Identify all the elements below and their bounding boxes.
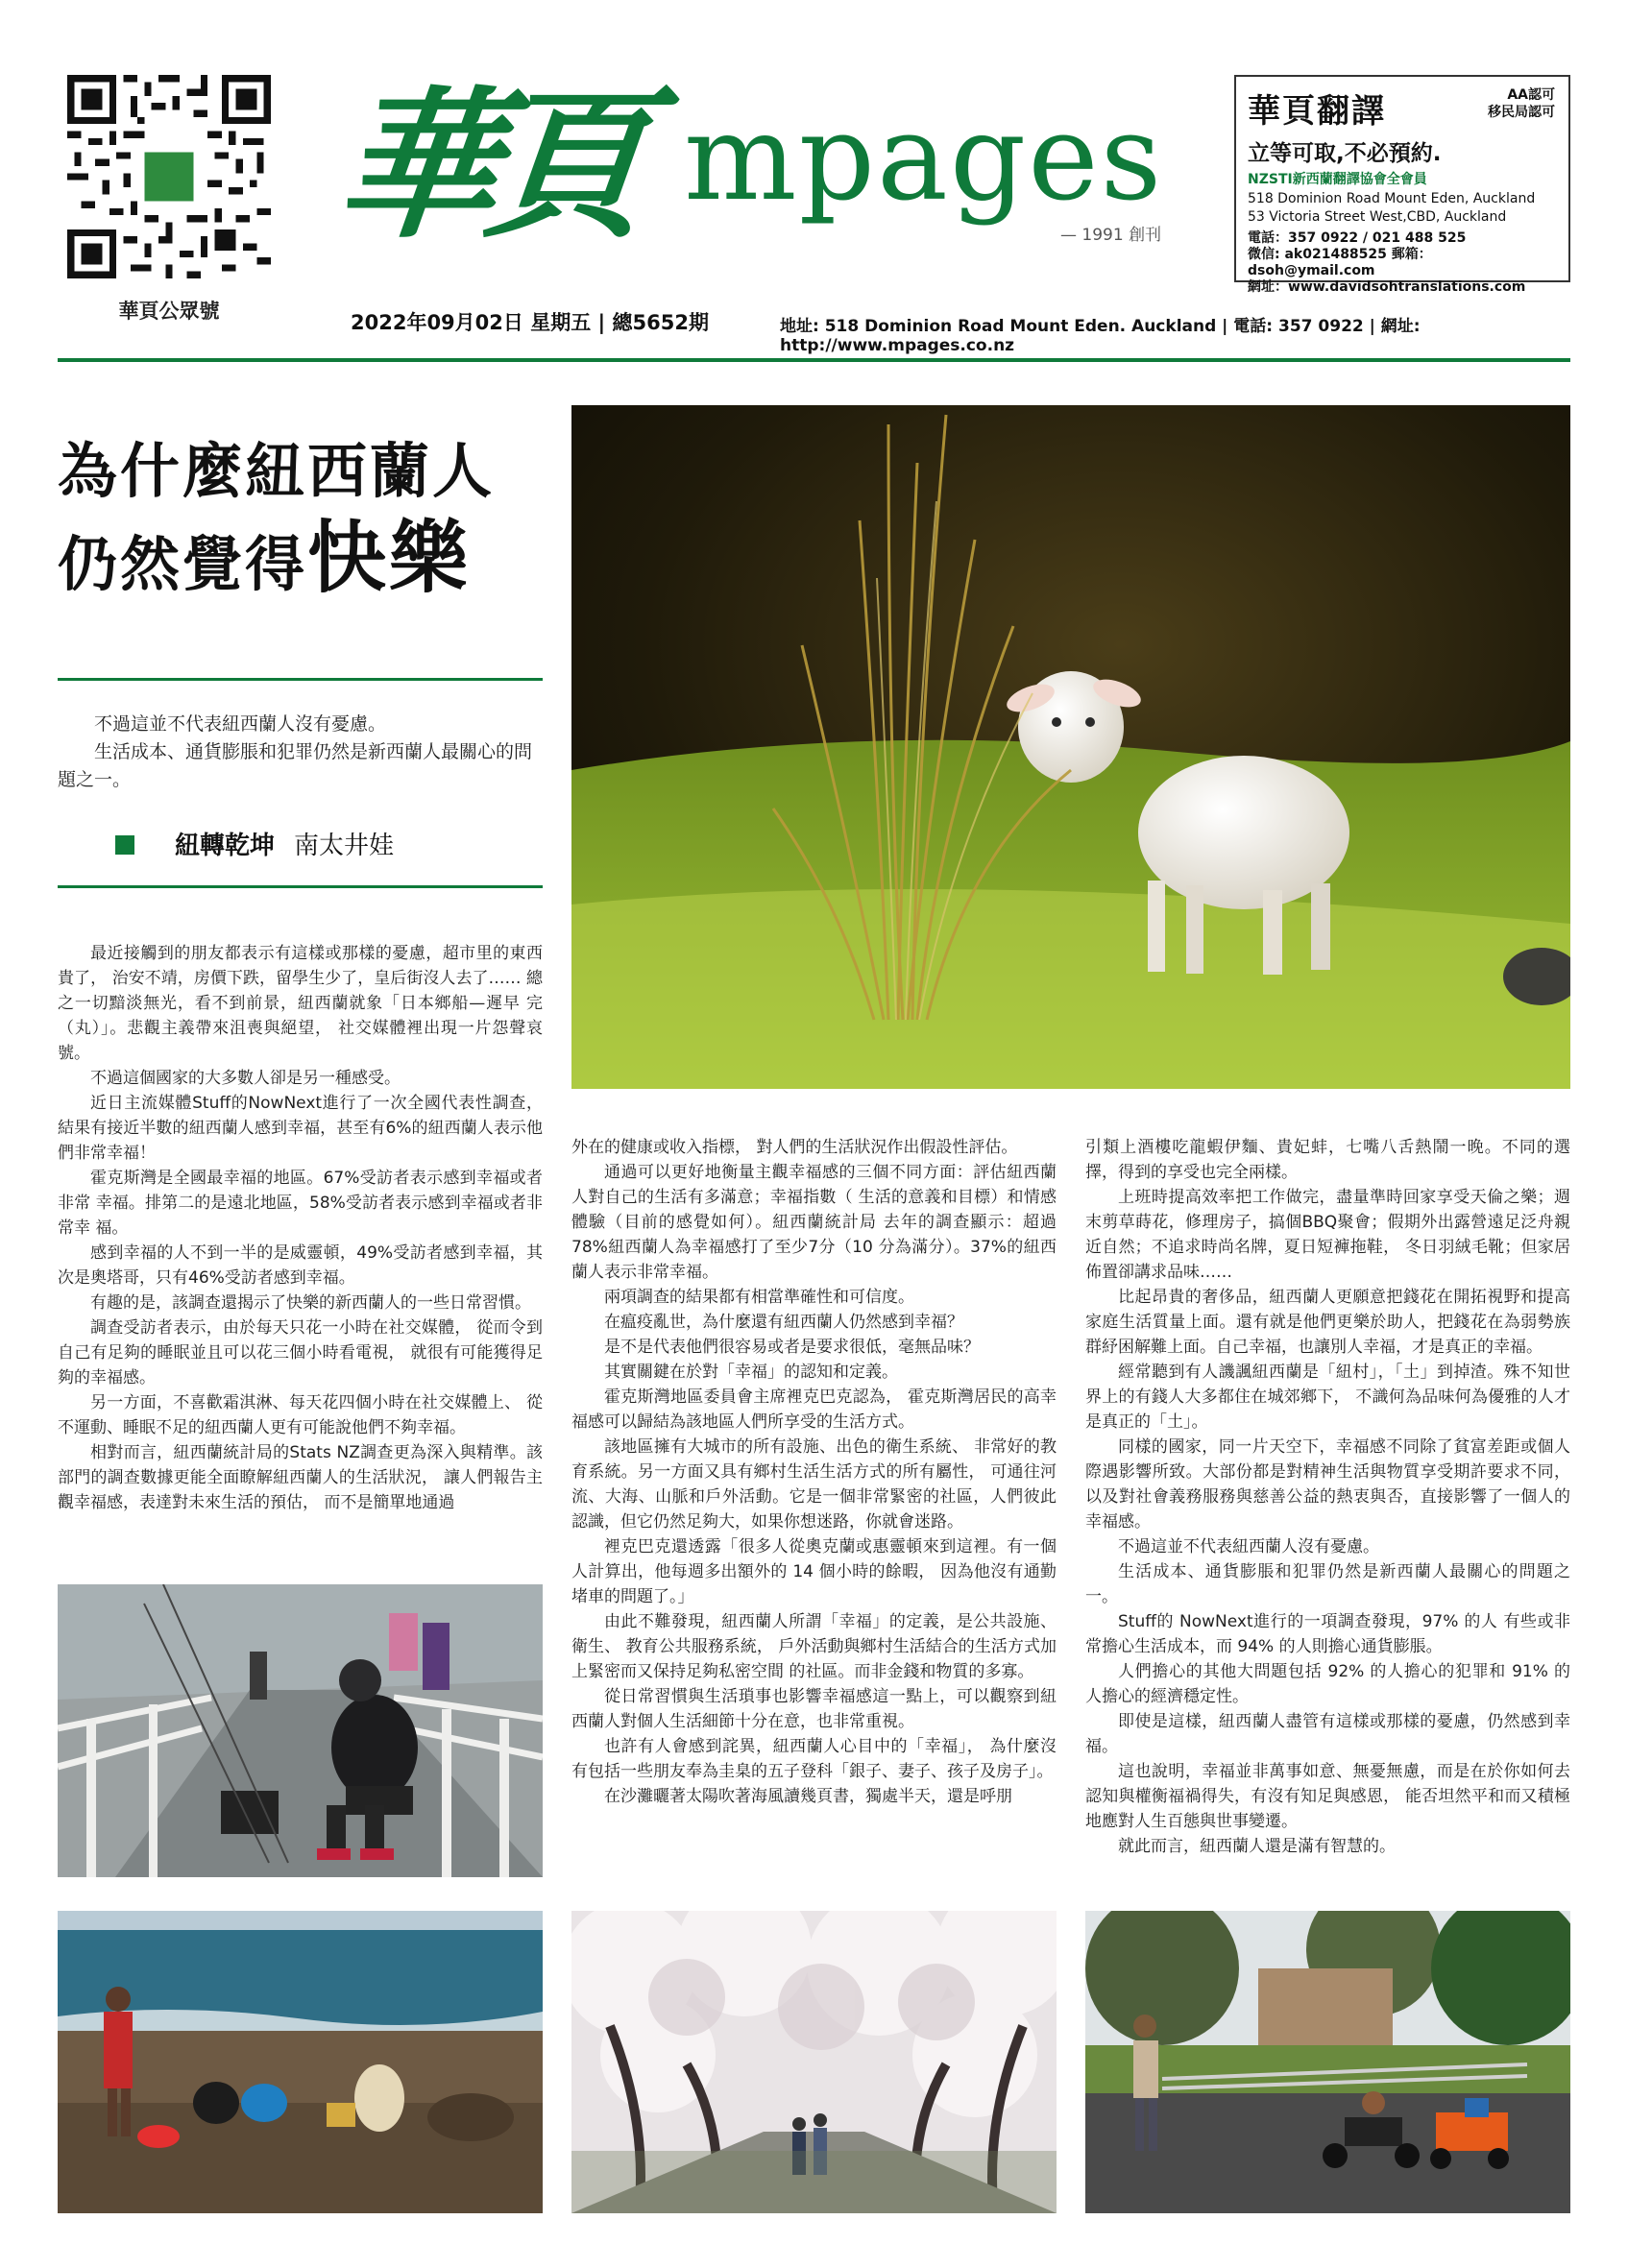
cherry-blossom-photo bbox=[571, 1911, 1057, 2213]
logo-english: mpages bbox=[684, 89, 1164, 228]
translation-ad[interactable] bbox=[1234, 75, 1570, 295]
byline bbox=[115, 826, 394, 861]
body-paragraph: 有趣的是，該調查還揭示了快樂的新西蘭人的一些日常習慣。 bbox=[90, 1293, 531, 1313]
body-paragraph: 經常聽到有人譏諷紐西蘭是「紐村」，「土」到掉渣。殊不知世界上的有錢人大多都住在城郊鄉下， 不識何為品味何為優雅的人才是真正的「土」。 bbox=[1085, 1363, 1570, 1432]
masthead-logo[interactable] bbox=[328, 69, 1183, 271]
body-paragraph: 人們擔心的其他大問題包括 92% 的人擔心的犯罪和 91% 的人擔心的經濟穩定性。 bbox=[1085, 1662, 1570, 1706]
body-paragraph: 由此不難發現，紐西蘭人所謂「幸福」的定義，是公共設施、衛生、 教育公共服務系統， 戶外活動與鄉村生活結合的生活方式加上緊密而又保持足夠私密空間 的社區。而非金錢和物質的多寡。 bbox=[571, 1612, 1057, 1681]
ad-address-1: 518 Dominion Road Mount Eden, Auckland bbox=[1248, 191, 1536, 206]
headline-emphasis: 快樂 bbox=[307, 513, 472, 604]
beach-photo bbox=[58, 1911, 543, 2213]
body-paragraph: 相對而言，紐西蘭統計局的Stats NZ調查更為深入與精準。該部門的調查數據更能全面瞭解紐西蘭人的生活狀況， 讓人們報告主觀幸福感，表達對未來生活的預估， 而不是簡單地通過 bbox=[58, 1443, 543, 1512]
body-paragraph: 在沙灘曬著太陽吹著海風讀幾頁書，獨處半天，還是呼朋 bbox=[604, 1787, 1012, 1806]
qr-caption: 華頁公眾號 bbox=[118, 300, 220, 323]
column-name: 紐轉乾坤 bbox=[175, 832, 276, 860]
ad-certifications bbox=[1488, 86, 1555, 121]
article-headline bbox=[58, 432, 557, 613]
ad-wechat-email: 微信: ak021488525 郵箱：dsoh@ymail.com bbox=[1248, 247, 1432, 278]
qr-code-graphic bbox=[67, 75, 271, 278]
ad-slogan: 立等可取,不必預約. bbox=[1248, 141, 1442, 166]
wharf-fishing-photo bbox=[58, 1584, 543, 1877]
headline-line-2 bbox=[58, 511, 557, 613]
headline-line-2a: 仍然覺得 bbox=[58, 529, 308, 599]
article-lead bbox=[58, 711, 543, 794]
article-column-1 bbox=[58, 941, 543, 1515]
body-paragraph: 近日主流媒體Stuff的NowNext進行了一次全國代表性調查，結果有接近半數的紐西蘭人感到幸福，甚至有6%的紐西蘭人表示他們非常幸福！ bbox=[58, 1094, 543, 1163]
square-bullet-icon bbox=[115, 835, 134, 855]
body-paragraph: 不過這個國家的大多數人卻是另一種感受。 bbox=[90, 1069, 401, 1088]
body-paragraph: 霍克斯灣是全國最幸福的地區。67%受訪者表示感到幸福或者非常 幸福。排第二的是遠北地區，58%受訪者表示感到幸福或者非常幸 福。 bbox=[58, 1169, 543, 1238]
body-paragraph: 其實關鍵在於對「幸福」的認知和定義。 bbox=[604, 1363, 898, 1382]
ad-association: NZSTI新西蘭翻譯協會全會員 bbox=[1248, 172, 1427, 187]
body-paragraph: 是不是代表他們很容易或者是要求很低，毫無品味？ bbox=[604, 1338, 980, 1357]
body-paragraph: 最近接觸到的朋友都表示有這樣或那樣的憂慮，超市里的東西貴了， 治安不靖，房價下跌，留學生少了，皇后街沒人去了…… 總之一切黯淡無光，看不到前景，紐西蘭就象「日本鄉船—遲早 完（丸）」。悲觀主義帶來沮喪與絕望， 社交媒體裡出現一片怨聲哀號。 bbox=[58, 944, 543, 1063]
headline-line-1: 為什麼紐西蘭人 bbox=[58, 436, 496, 506]
kids-playing-photo bbox=[1085, 1911, 1570, 2213]
body-paragraph: 調查受訪者表示，由於每天只花一小時在社交媒體， 從而令到自己有足夠的睡眠並且可以花三個小時看電視， 就很有可能獲得足夠的幸福感。 bbox=[58, 1318, 543, 1387]
body-paragraph: 即使是這樣，紐西蘭人盡管有這樣或那樣的憂慮，仍然感到幸福。 bbox=[1085, 1712, 1570, 1756]
body-paragraph: 在瘟疫亂世，為什麼還有紐西蘭人仍然感到幸福？ bbox=[604, 1313, 963, 1332]
publisher-address: 地址: 518 Dominion Road Mount Eden. Auckland | 電話: 357 0922 | 網址: http://www.mpages.co.nz bbox=[780, 317, 1421, 355]
body-paragraph: 感到幸福的人不到一半的是威靈頓，49%受訪者感到幸福，其次是奧塔哥，只有46%受訪者感到幸福。 bbox=[58, 1243, 543, 1288]
ad-address-2: 53 Victoria Street West,CBD, Auckland bbox=[1248, 209, 1507, 225]
body-paragraph: Stuff的 NowNext進行的一項調查發現，97% 的人 有些或非常擔心生活成本，而 94% 的人則擔心通貨膨脹。 bbox=[1085, 1612, 1570, 1656]
body-paragraph: 外在的健康或收入指標， 對人們的生活狀況作出假設性評估。 bbox=[571, 1138, 1018, 1157]
issue-date: 2022年09月02日 星期五 | 總5652期 bbox=[351, 311, 709, 334]
lamb-photo bbox=[571, 405, 1570, 1089]
ad-website[interactable]: 網址：www.davidsohtranslations.com bbox=[1248, 279, 1526, 295]
author-name: 南太井娃 bbox=[294, 832, 395, 860]
body-paragraph: 引類上酒樓吃龍蝦伊麵、貴妃蚌，七嘴八舌熱鬧一晚。不同的選擇，得到的享受也完全兩樣。 bbox=[1085, 1138, 1570, 1182]
ad-cert-aa: AA認可 bbox=[1507, 87, 1555, 103]
body-paragraph: 這也說明，幸福並非萬事如意、無憂無慮，而是在於你如何去認知與權衡福禍得失，有沒有知足與感恩， 能否坦然平和而又積極地應對人生百態與世事變遷。 bbox=[1085, 1762, 1570, 1831]
headline-divider bbox=[58, 678, 543, 681]
body-paragraph: 上班時提高效率把工作做完，盡量準時回家享受天倫之樂；週末剪草蒔花，修理房子，搞個BBQ聚會；假期外出露營遠足泛舟親近自然；不追求時尚名牌，夏日短褲拖鞋， 冬日羽絨毛靴；但家居佈置卻講求品味…… bbox=[1085, 1188, 1570, 1282]
ad-title: 華頁翻譯 bbox=[1248, 92, 1386, 131]
body-paragraph: 兩項調查的結果都有相當準確性和可信度。 bbox=[604, 1288, 914, 1307]
ad-address bbox=[1248, 190, 1557, 227]
body-paragraph: 該地區擁有大城市的所有設施、出色的衛生系統、 非常好的教育系統。另一方面又具有鄉村生活生活方式的所有屬性， 可通往河流、大海、山脈和戶外活動。它是一個非常緊密的社區，人們彼此認識，但它仍然足夠大，如果你想迷路，你就會迷路。 bbox=[571, 1437, 1057, 1532]
body-paragraph: 霍克斯灣地區委員會主席裡克巴克認為， 霍克斯灣居民的高幸福感可以歸結為該地區人們所享受的生活方式。 bbox=[571, 1387, 1057, 1432]
ad-cert-immigration: 移民局認可 bbox=[1488, 105, 1555, 120]
article-column-2 bbox=[571, 1135, 1057, 1809]
lead-paragraph: 生活成本、通貨膨脹和犯罪仍然是新西蘭人最關心的問題之一。 bbox=[58, 741, 533, 790]
ad-phone: 電話：357 0922 / 021 488 525 bbox=[1248, 230, 1467, 246]
body-paragraph: 生活成本、通貨膨脹和犯罪仍然是新西蘭人最關心的問題之一。 bbox=[1085, 1562, 1570, 1606]
body-paragraph: 就此而言，紐西蘭人還是滿有智慧的。 bbox=[1118, 1837, 1396, 1856]
body-paragraph: 通過可以更好地衡量主觀幸福感的三個不同方面：評估紐西蘭人對自己的生活有多滿意；幸福指數（ 生活的意義和目標）和情感體驗（目前的感覺如何）。紐西蘭統計局 去年的調查顯示：超過78%紐西蘭人為幸福感打了至少7分（10 分為滿分）。37%的紐西蘭人表示非常幸福。 bbox=[571, 1163, 1057, 1282]
byline-divider bbox=[58, 885, 543, 888]
body-paragraph: 裡克巴克還透露「很多人從奧克蘭或惠靈頓來到這裡。有一個人計算出，他每週多出額外的 14 個小時的餘暇， 因為他沒有通勤堵車的問題了。」 bbox=[571, 1537, 1057, 1606]
body-paragraph: 不過這並不代表紐西蘭人沒有憂慮。 bbox=[1118, 1537, 1379, 1556]
body-paragraph: 同樣的國家，同一片天空下，幸福感不同除了貧富差距或個人際遇影響所致。大部份都是對精神生活與物質享受期許要求不同，以及對社會義務服務與慈善公益的熱衷與否，直接影響了一個人的幸福感。 bbox=[1085, 1437, 1570, 1532]
body-paragraph: 另一方面，不喜歡霜淇淋、每天花四個小時在社交媒體上、 從不運動、睡眠不足的紐西蘭人更有可能說他們不夠幸福。 bbox=[58, 1393, 543, 1437]
lead-paragraph: 不過這並不代表紐西蘭人沒有憂慮。 bbox=[94, 713, 387, 735]
article-column-3 bbox=[1085, 1135, 1570, 1859]
body-paragraph: 比起昂貴的奢侈品，紐西蘭人更願意把錢花在開拓視野和提高家庭生活質量上面。還有就是他們更樂於助人，把錢花在為弱勢族群紓困解難上面。自己幸福，也讓別人幸福，才是真正的幸福。 bbox=[1085, 1288, 1570, 1357]
founded-year: — 1991 創刊 bbox=[1060, 226, 1162, 245]
body-paragraph: 也許有人會感到詫異，紐西蘭人心目中的「幸福」， 為什麼沒有包括一些朋友奉為圭臬的五子登科「銀子、妻子、孩子及房子」。 bbox=[571, 1737, 1057, 1781]
header-divider bbox=[58, 358, 1570, 362]
logo-chinese: 華頁 bbox=[328, 70, 644, 260]
body-paragraph: 從日常習慣與生活瑣事也影響幸福感這一點上，可以觀察到紐西蘭人對個人生活細節十分在意，也非常重視。 bbox=[571, 1687, 1057, 1731]
ad-contact bbox=[1248, 230, 1557, 296]
qr-code[interactable] bbox=[67, 75, 271, 278]
